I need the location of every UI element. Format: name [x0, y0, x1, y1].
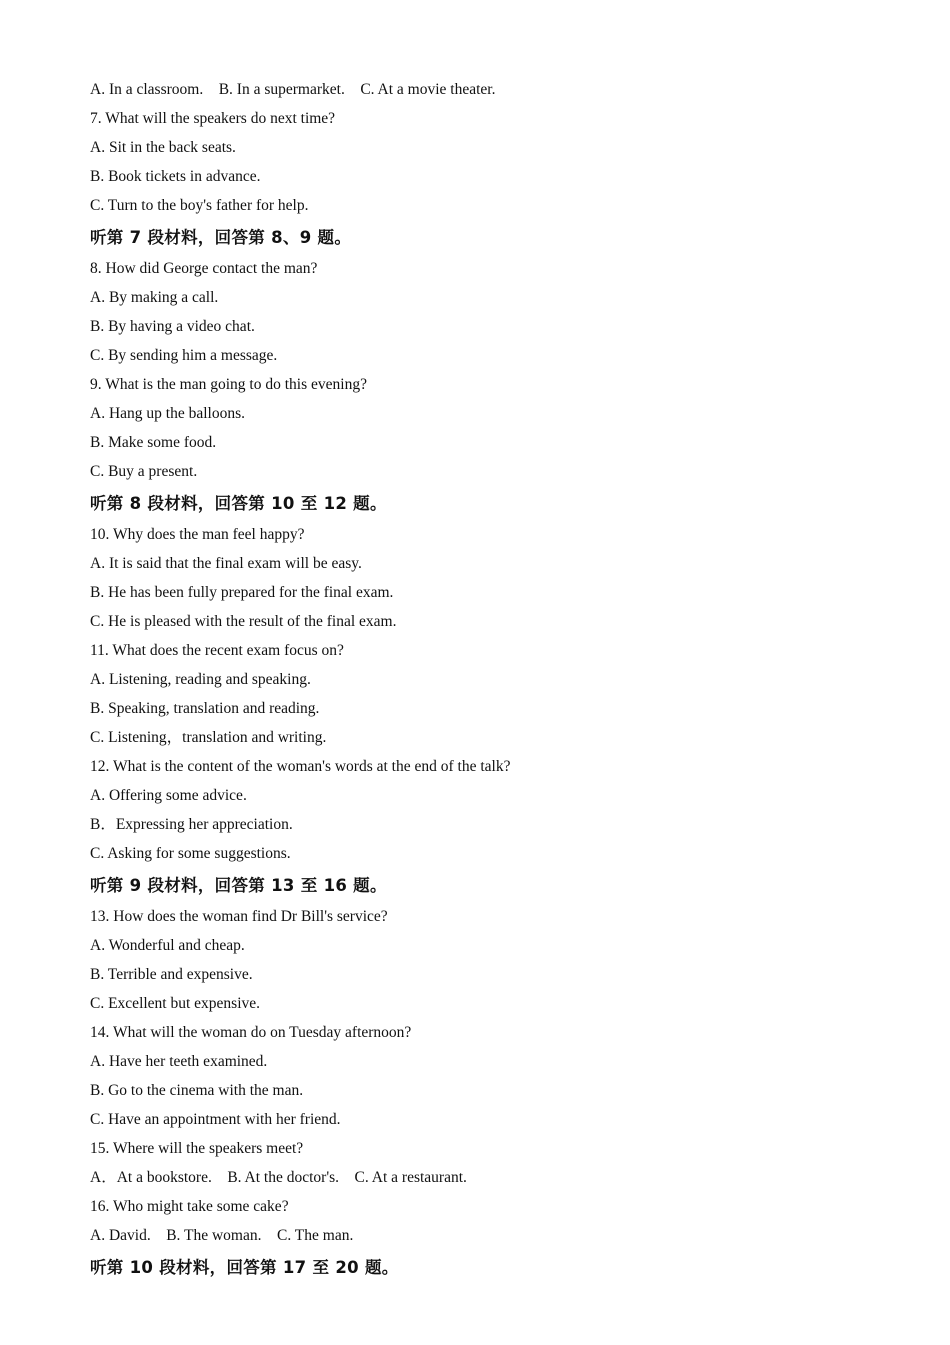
option-9c: C. Buy a present. — [90, 463, 198, 480]
question-9: 9. What is the man going to do this evening? — [90, 376, 367, 393]
section-heading-9: 听第 9 段材料，回答第 13 至 16 题。 — [90, 876, 387, 895]
option-14a: A. Have her teeth examined. — [90, 1053, 268, 1070]
option-13b: B. Terrible and expensive. — [90, 966, 253, 983]
option-11c: C. Listening，translation and writing. — [90, 729, 327, 746]
section-heading-7: 听第 7 段材料，回答第 8、9 题。 — [90, 228, 352, 247]
question-12: 12. What is the content of the woman's words at the end of the talk? — [90, 758, 511, 775]
option-13c: C. Excellent but expensive. — [90, 995, 261, 1012]
option-10b: B. He has been fully prepared for the final exam. — [90, 584, 394, 601]
question-8: 8. How did George contact the man? — [90, 260, 318, 277]
options-q6: A. In a classroom. B. In a supermarket. C. At a movie theater. — [90, 81, 496, 98]
option-8c: C. By sending him a message. — [90, 347, 278, 364]
option-13a: A. Wonderful and cheap. — [90, 937, 245, 954]
option-10c: C. He is pleased with the result of the final exam. — [90, 613, 397, 630]
option-14c: C. Have an appointment with her friend. — [90, 1111, 341, 1128]
option-10a: A. It is said that the final exam will be easy. — [90, 555, 362, 572]
question-10: 10. Why does the man feel happy? — [90, 526, 305, 543]
option-9b: B. Make some food. — [90, 434, 217, 451]
question-16: 16. Who might take some cake? — [90, 1198, 289, 1215]
option-14b: B. Go to the cinema with the man. — [90, 1082, 304, 1099]
question-11: 11. What does the recent exam focus on? — [90, 642, 344, 659]
section-heading-8: 听第 8 段材料，回答第 10 至 12 题。 — [90, 494, 387, 513]
question-7: 7. What will the speakers do next time? — [90, 110, 336, 127]
options-q16: A. David. B. The woman. C. The man. — [90, 1227, 354, 1244]
option-8a: A. By making a call. — [90, 289, 219, 306]
option-7b: B. Book tickets in advance. — [90, 168, 261, 185]
option-12c: C. Asking for some suggestions. — [90, 845, 291, 862]
option-11b: B. Speaking, translation and reading. — [90, 700, 320, 717]
option-12a: A. Offering some advice. — [90, 787, 247, 804]
document-page — [90, 78, 910, 1287]
option-8b: B. By having a video chat. — [90, 318, 255, 335]
option-11a: A. Listening, reading and speaking. — [90, 671, 311, 688]
question-13: 13. How does the woman find Dr Bill's service? — [90, 908, 388, 925]
question-14: 14. What will the woman do on Tuesday afternoon? — [90, 1024, 412, 1041]
option-7a: A. Sit in the back seats. — [90, 139, 236, 156]
options-q15: A．At a bookstore. B. At the doctor's. C. At a restaurant. — [90, 1169, 467, 1186]
question-15: 15. Where will the speakers meet? — [90, 1140, 304, 1157]
section-heading-10: 听第 10 段材料，回答第 17 至 20 题。 — [90, 1258, 399, 1277]
option-7c: C. Turn to the boy's father for help. — [90, 197, 309, 214]
option-9a: A. Hang up the balloons. — [90, 405, 245, 422]
option-12b: B．Expressing her appreciation. — [90, 816, 293, 833]
